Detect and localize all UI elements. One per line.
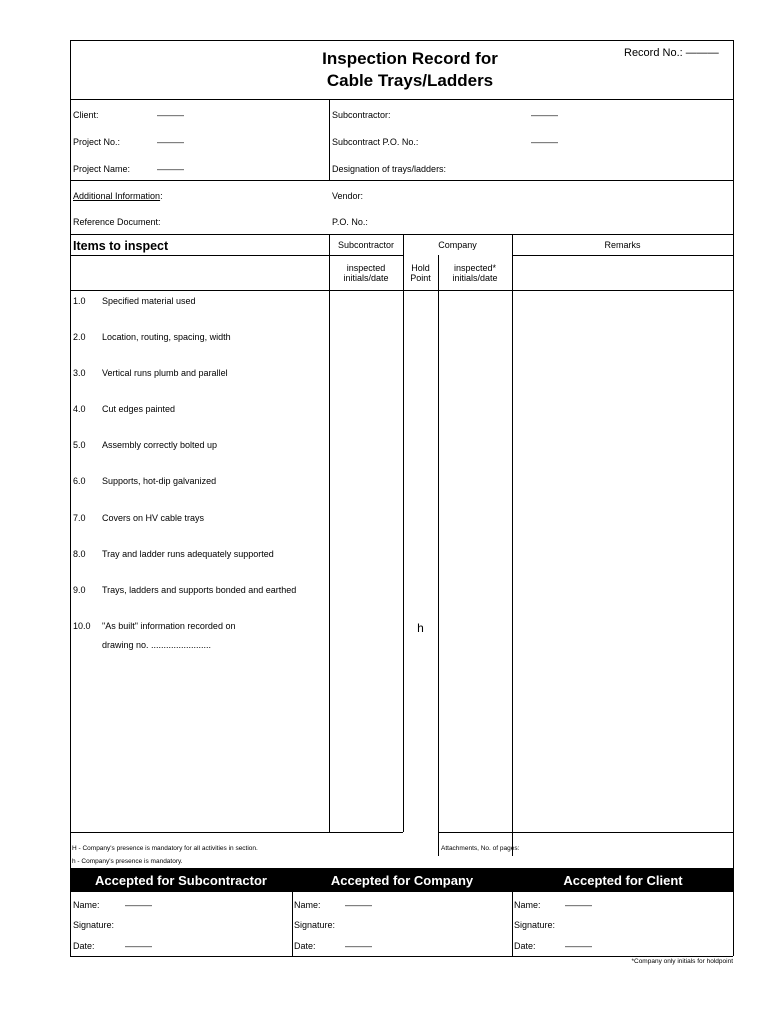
additional-info-colon: :: [160, 191, 163, 201]
client-label: Client:: [73, 110, 99, 120]
designation-label: Designation of trays/ladders:: [332, 164, 447, 174]
accepted-company-heading: Accepted for Company: [330, 873, 474, 888]
reference-document-label: Reference Document:: [73, 217, 161, 227]
project-no-value: ———: [157, 137, 184, 147]
subcontractor-inspected-header: [329, 263, 403, 283]
additional-info-label: Additional Information: [73, 191, 161, 201]
accepted-subcontractor-heading: Accepted for Subcontractor: [95, 873, 267, 888]
subcontractor-value: ———: [531, 110, 558, 120]
name-label: Name:: [294, 900, 321, 910]
item-number: 8.0: [73, 549, 86, 559]
title-line-2: Cable Trays/Ladders: [326, 71, 494, 90]
title-line-1: Inspection Record for: [322, 49, 498, 68]
date-label: Date:: [294, 941, 316, 951]
item-text: Specified material used: [102, 296, 196, 306]
name-blank: ———: [345, 900, 372, 910]
item-number: 6.0: [73, 476, 86, 486]
additional-info: [73, 191, 163, 201]
date-blank: ———: [565, 941, 592, 951]
sub-initials-text: initials/date: [343, 273, 389, 283]
hold-point-header: [403, 263, 438, 283]
sub-inspected-text: inspected: [346, 263, 386, 273]
comp-inspected-text: inspected*: [453, 263, 497, 273]
attachments-label: Attachments, No. of pages:: [441, 845, 520, 852]
hold-point-mark: h: [417, 621, 424, 635]
date-label: Date:: [514, 941, 536, 951]
signature-label: Signature:: [73, 920, 115, 930]
po-no-label: P.O. No.:: [332, 217, 368, 227]
item-text-continued: drawing no. ........................: [102, 640, 212, 650]
item-text: Trays, ladders and supports bonded and earthed: [102, 585, 297, 595]
date-label: Date:: [73, 941, 95, 951]
company-inspected-header: [438, 263, 512, 283]
item-number: 1.0: [73, 296, 86, 306]
item-text: Vertical runs plumb and parallel: [102, 368, 228, 378]
project-name-value: ———: [157, 164, 184, 174]
item-number: 10.0: [73, 621, 91, 631]
name-label: Name:: [514, 900, 541, 910]
remarks-column-header: Remarks: [604, 240, 641, 250]
subcontractor-column-header: Subcontractor: [337, 240, 395, 250]
hold-note-uppercase: H - Company's presence is mandatory for all activities in section.: [72, 845, 258, 852]
signature-label: Signature:: [514, 920, 556, 930]
record-number: Record No.: ———: [624, 47, 719, 59]
item-text: Supports, hot-dip galvanized: [102, 476, 217, 486]
form-title: [250, 48, 570, 92]
accepted-client-heading: Accepted for Client: [563, 873, 683, 888]
subcontract-po-value: ———: [531, 137, 558, 147]
date-blank: ———: [125, 941, 152, 951]
item-number: 3.0: [73, 368, 86, 378]
name-label: Name:: [73, 900, 100, 910]
hold-note-lowercase: h - Company's presence is mandatory.: [72, 858, 183, 865]
item-number: 5.0: [73, 440, 86, 450]
subcontractor-label: Subcontractor:: [332, 110, 391, 120]
subcontract-po-label: Subcontract P.O. No.:: [332, 137, 419, 147]
items-to-inspect-header: Items to inspect: [73, 239, 169, 253]
signature-label: Signature:: [294, 920, 336, 930]
comp-initials-text: initials/date: [452, 273, 498, 283]
item-text: Covers on HV cable trays: [102, 513, 205, 523]
item-number: 7.0: [73, 513, 86, 523]
date-blank: ———: [345, 941, 372, 951]
item-text: Assembly correctly bolted up: [102, 440, 218, 450]
item-text: "As built" information recorded on: [102, 621, 236, 631]
item-number: 9.0: [73, 585, 86, 595]
client-value: ———: [157, 110, 184, 120]
item-text: Location, routing, spacing, width: [102, 332, 231, 342]
company-column-header: Company: [438, 240, 477, 250]
project-name-label: Project Name:: [73, 164, 131, 174]
vendor-label: Vendor:: [332, 191, 364, 201]
item-number: 4.0: [73, 404, 86, 414]
hold-text: Hold: [411, 263, 430, 273]
item-number: 2.0: [73, 332, 86, 342]
company-initials-footnote: *Company only initials for holdpoint: [631, 958, 733, 965]
name-blank: ———: [565, 900, 592, 910]
project-no-label: Project No.:: [73, 137, 121, 147]
name-blank: ———: [125, 900, 152, 910]
item-text: Cut edges painted: [102, 404, 176, 414]
point-text: Point: [410, 273, 431, 283]
item-text: Tray and ladder runs adequately supported: [102, 549, 274, 559]
